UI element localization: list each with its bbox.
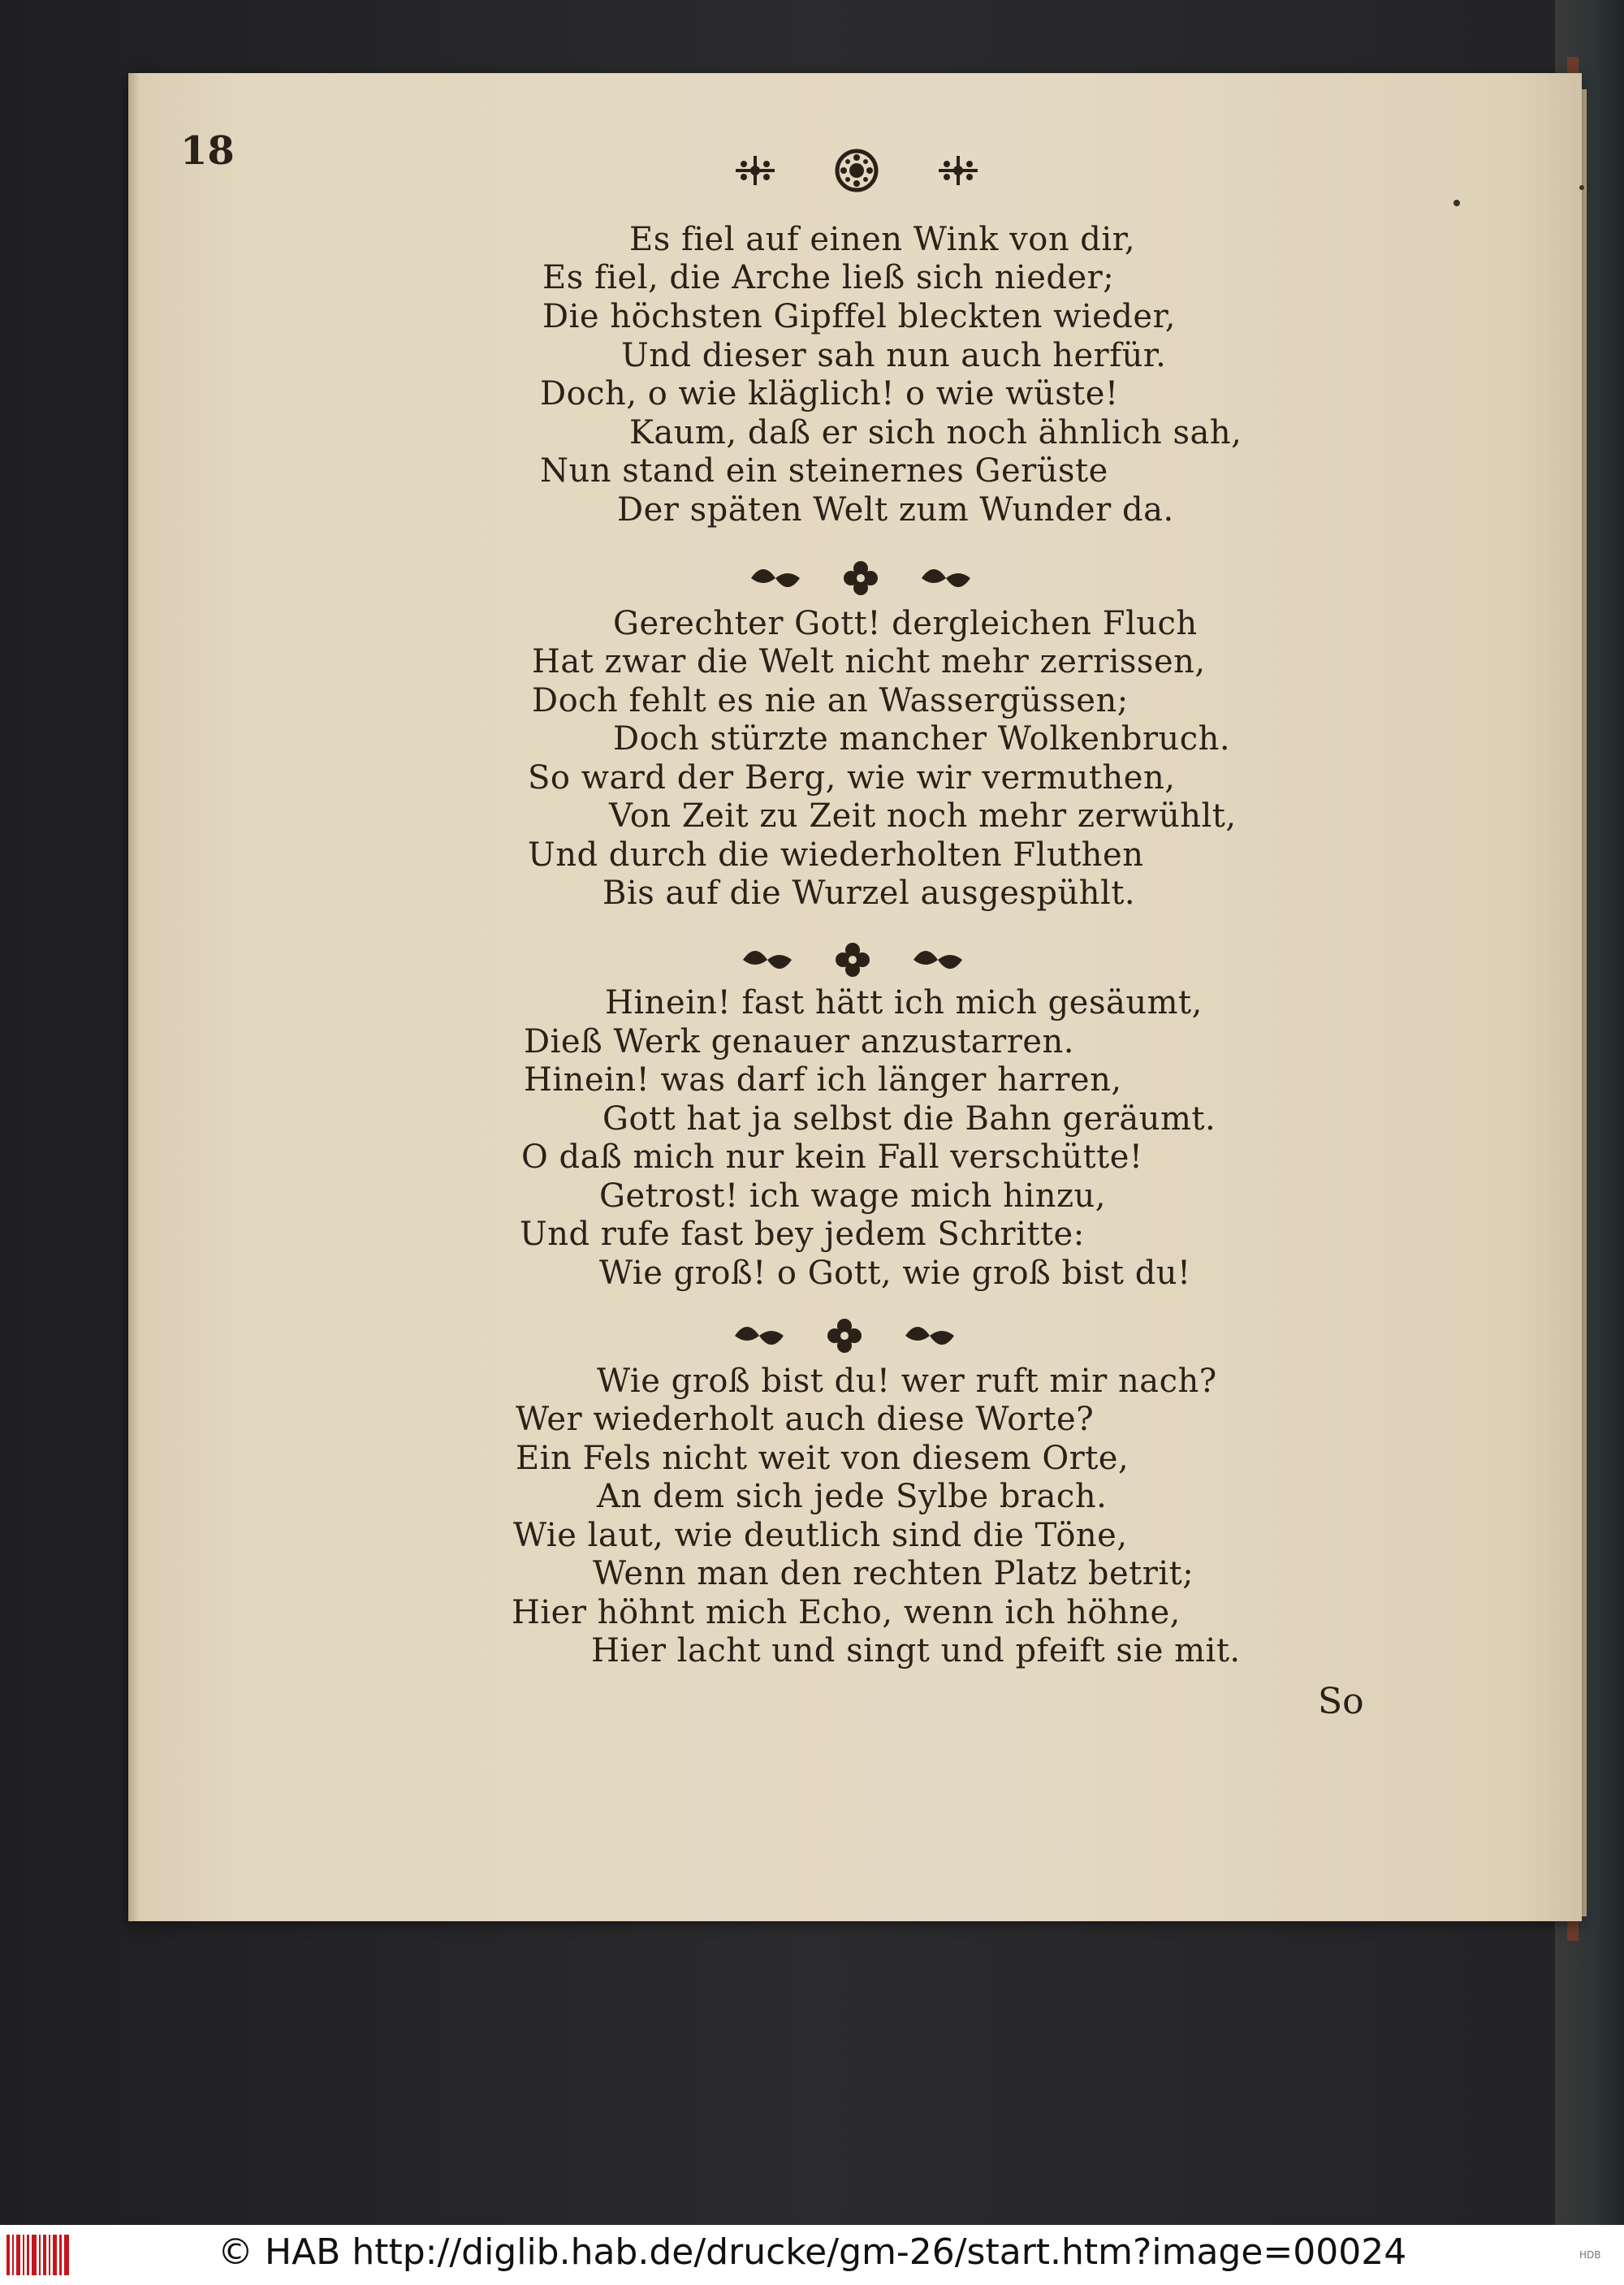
verse-line: Bis auf die Wurzel ausgespühlt.	[603, 875, 1136, 912]
page-gutter-shade	[128, 73, 140, 1921]
footer-bar	[0, 2225, 1624, 2285]
verse-line: Gerechter Gott! dergleichen Fluch	[613, 605, 1198, 642]
verse-line: Wie groß! o Gott, wie groß bist du!	[599, 1255, 1191, 1292]
verse-line: Getrost! ich wage mich hinzu,	[599, 1177, 1107, 1215]
verse-line: Es fiel, die Arche ließ sich nieder;	[542, 259, 1115, 296]
verse-line: Hier höhnt mich Echo, wenn ich höhne,	[512, 1594, 1181, 1631]
verse-line: Der späten Welt zum Wunder da.	[617, 491, 1174, 529]
verse-line: Wenn man den rechten Platz betrit;	[593, 1555, 1194, 1592]
verse-line: Es fiel auf einen Wink von dir,	[629, 221, 1136, 258]
hab-barcode-logo-icon	[6, 2235, 70, 2275]
verse-line: Ein Fels nicht weit von diesem Orte,	[516, 1440, 1129, 1477]
verse-line: Hinein! fast hätt ich mich gesäumt,	[605, 984, 1203, 1022]
verse-line: Von Zeit zu Zeit noch mehr zerwühlt,	[609, 797, 1237, 835]
verse-line: Die höchsten Gipffel bleckten wieder,	[542, 298, 1177, 335]
paper-speck	[1453, 200, 1460, 206]
verse-line: Doch fehlt es nie an Wassergüssen;	[532, 682, 1129, 719]
header-ornament-icon	[723, 142, 991, 199]
verse-line: Wie laut, wie deutlich sind die Töne,	[513, 1517, 1128, 1554]
verse-line: Kaum, daß er sich noch ähnlich sah,	[629, 414, 1242, 451]
catchword: So	[1318, 1681, 1364, 1722]
page-number: 18	[180, 128, 235, 174]
verse-line: O daß mich nur kein Fall verschütte!	[521, 1138, 1143, 1176]
verse-line: Hat zwar die Welt nicht mehr zerrissen,	[532, 643, 1206, 680]
verse-line: Hinein! was darf ich länger harren,	[524, 1061, 1122, 1099]
verse-line: An dem sich jede Sylbe brach.	[597, 1478, 1108, 1515]
stanza-ornament-icon	[735, 554, 987, 603]
verse-line: Gott hat ja selbst die Bahn geräumt.	[603, 1100, 1216, 1138]
verse-line: Wer wiederholt auch diese Worte?	[516, 1401, 1095, 1438]
verse-line: Und durch die wiederholten Fluthen	[528, 836, 1144, 874]
verse-line: Wie groß bist du! wer ruft mir nach?	[597, 1363, 1217, 1400]
verse-line: Nun stand ein steinernes Gerüste	[540, 452, 1108, 490]
verse-line: Doch, o wie kläglich! o wie wüste!	[540, 375, 1119, 413]
footer-mark: HDB	[1579, 2249, 1601, 2261]
verse-line: Hier lacht und singt und pfeift sie mit.	[591, 1632, 1241, 1669]
verse-line: Und dieser sah nun auch herfür.	[621, 337, 1167, 374]
paper-speck	[1579, 185, 1584, 190]
copyright-link[interactable]: © HAB http://diglib.hab.de/drucke/gm-26/start.htm?image=00024	[218, 2231, 1407, 2273]
verse-line: Und rufe fast bey jedem Schritte:	[520, 1216, 1085, 1253]
verse-line: So ward der Berg, wie wir vermuthen,	[528, 759, 1176, 797]
verse-line: Dieß Werk genauer anzustarren.	[524, 1023, 1075, 1060]
stanza-ornament-icon	[727, 935, 978, 984]
verse-line: Doch stürzte mancher Wolkenbruch.	[613, 720, 1231, 758]
stanza-ornament-icon	[719, 1311, 970, 1360]
